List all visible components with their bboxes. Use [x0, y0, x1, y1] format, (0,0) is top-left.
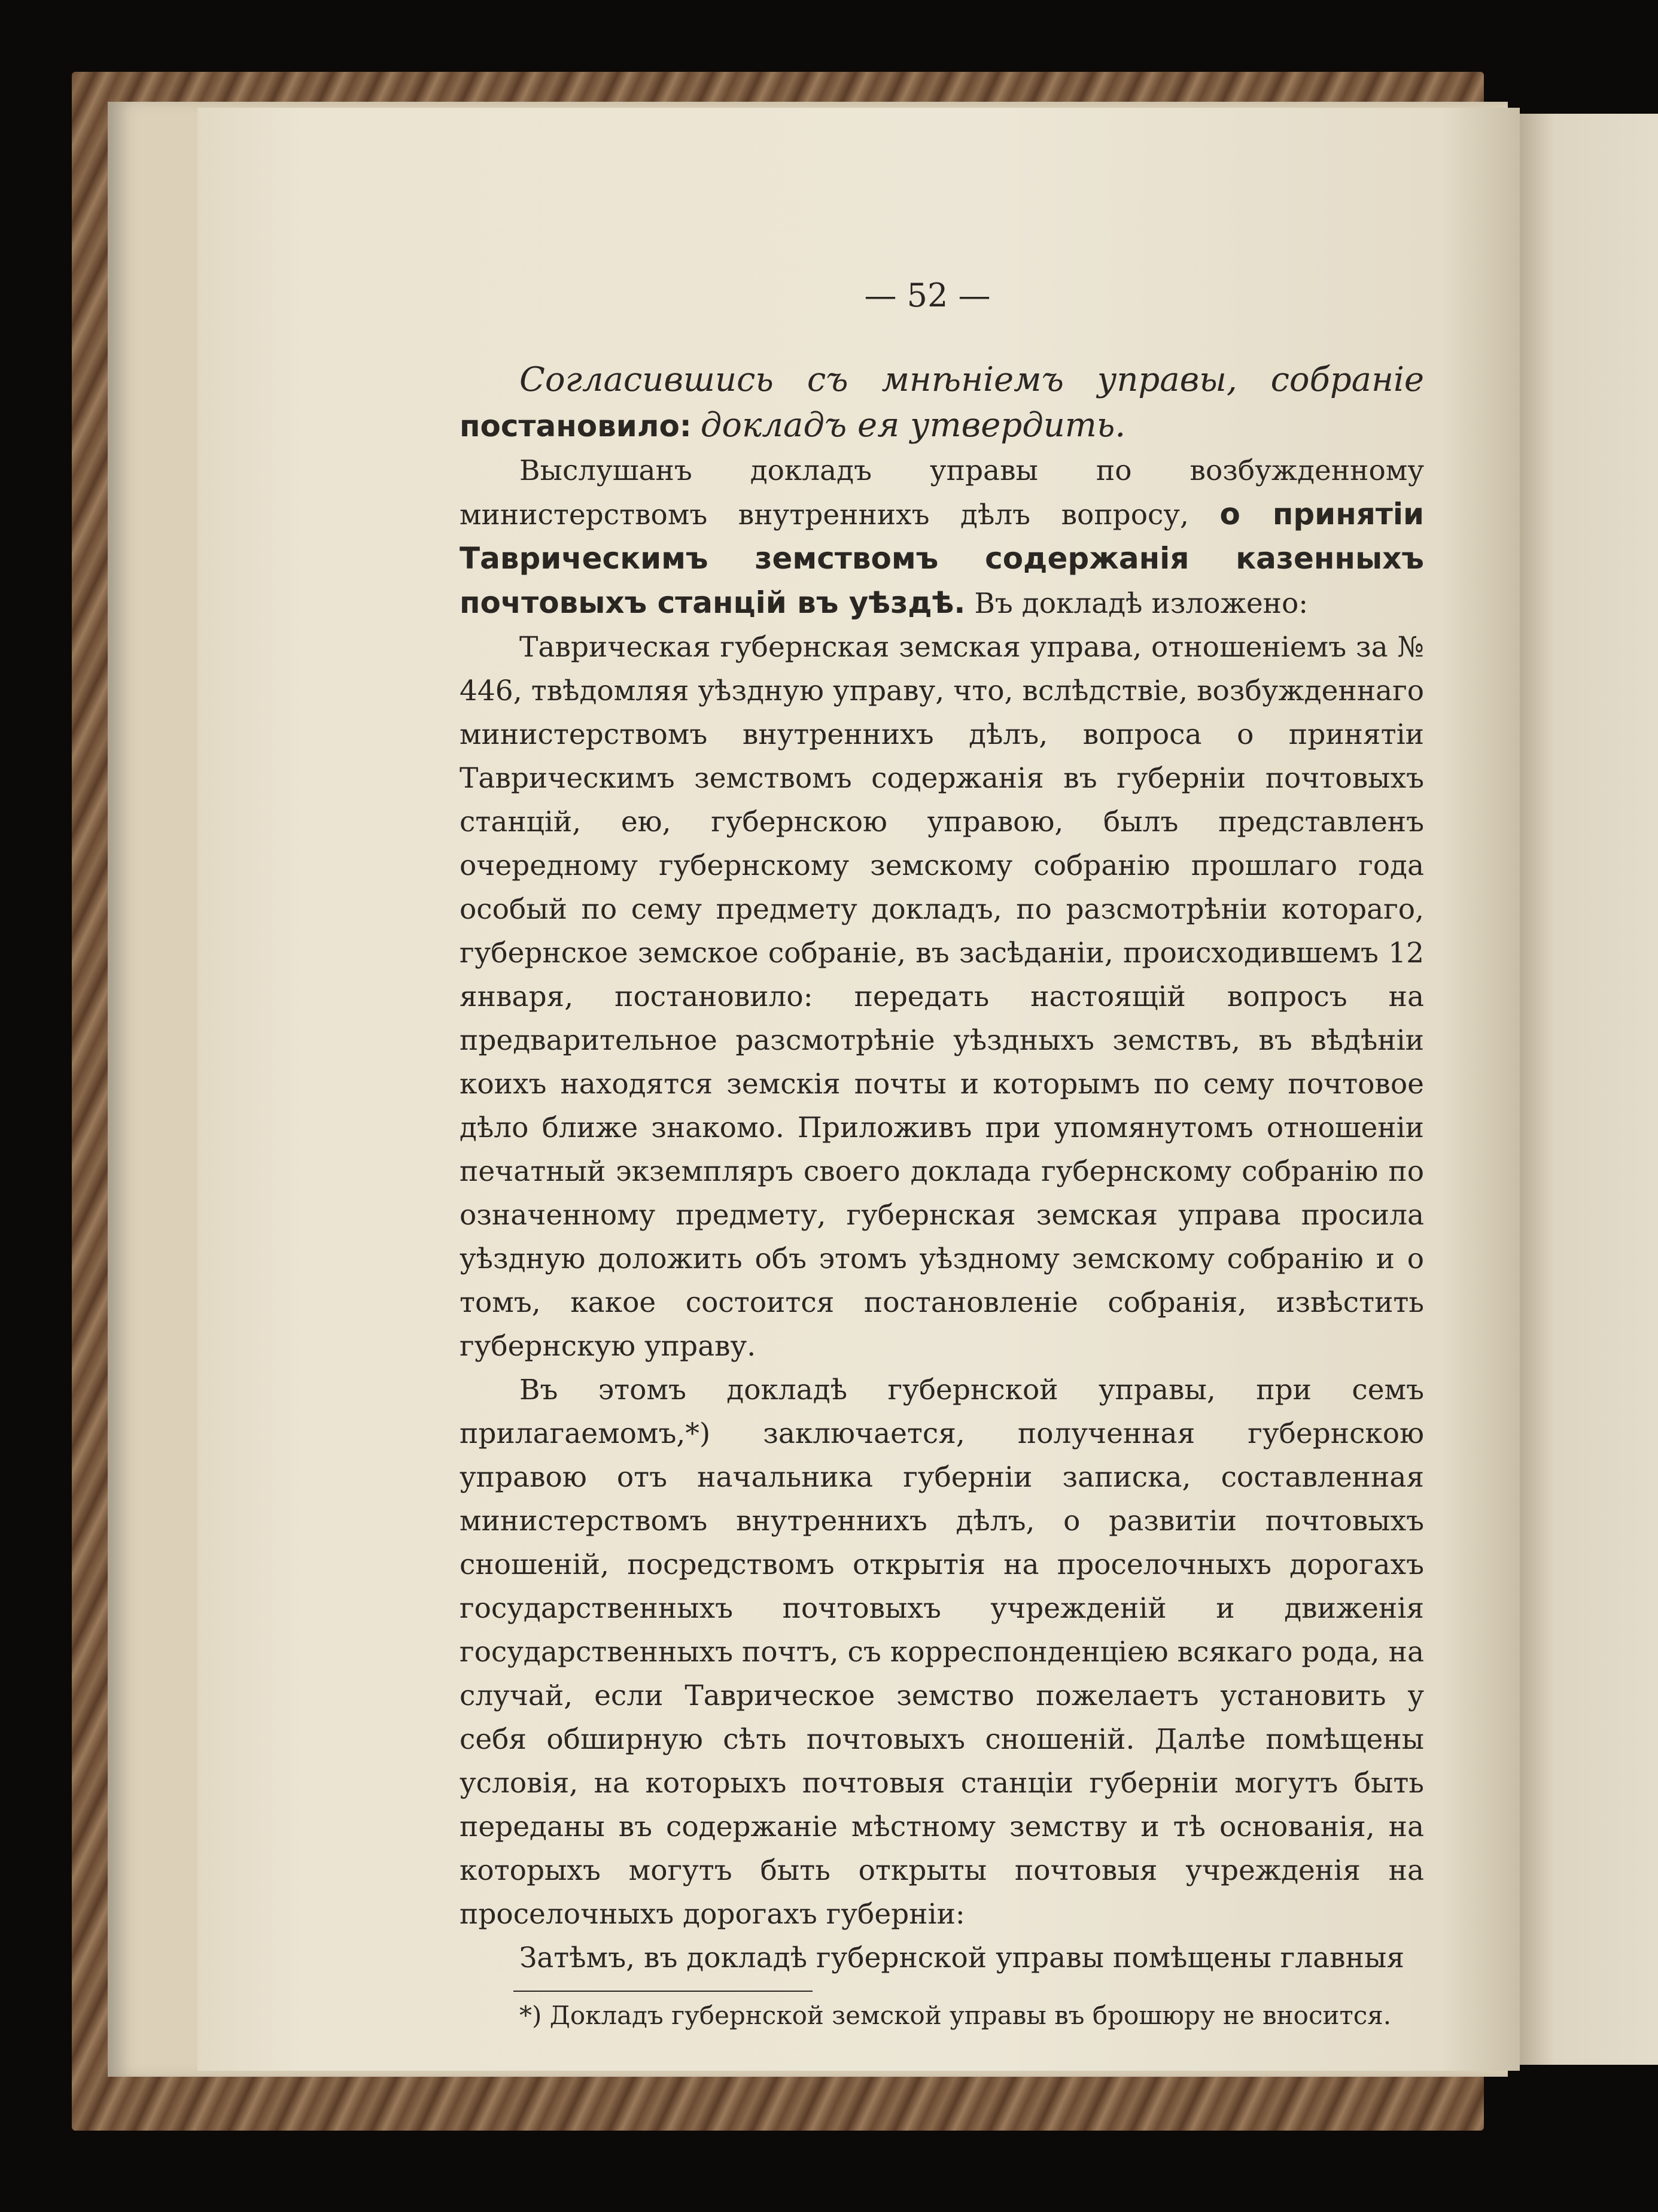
- footnote: *) Докладъ губернской земской управы въ брошюру не вносится.: [519, 2001, 1392, 2030]
- paragraph-text: Выслушанъ докладъ управы по возбужденному министерствомъ внутреннихъ дѣлъ вопросу,: [460, 454, 1424, 531]
- bold-phrase: постановило:: [460, 409, 692, 443]
- italic-phrase: докладъ ея утвердить.: [700, 406, 1126, 445]
- bold-heading: о принятіи Таврическимъ земствомъ содержанія казенныхъ почтовыхъ станцій въ уѣздѣ.: [460, 497, 1424, 620]
- paragraph-resolution: [460, 358, 1424, 449]
- paragraph-report-contents: Въ этомъ докладѣ губернской управы, при семъ прилагаемомъ,*) заключается, полученная губернскою управою отъ начальника губерніи записка, составленная министерствомъ внутреннихъ дѣлъ, о развитіи почтовыхъ сношеній, посредствомъ открытія на проселочныхъ дорогахъ государственныхъ почтовыхъ учрежденій и движенія государственныхъ почтъ, съ корреспонденціею всякаго рода, на случай, если Таврическое земство пожелаетъ установить у себя обширную сѣть почтовыхъ сношеній. Далѣе помѣщены условія, на которыхъ почтовыя станціи губерніи могутъ быть переданы въ содержаніе мѣстному земству и тѣ основанія, на которыхъ могутъ быть открыты почтовыя учрежденія на проселочныхъ дорогахъ губерніи:: [460, 1374, 1424, 1931]
- paragraph-provincial-board: Таврическая губернская земская управа, отношеніемъ за № 446, твѣдомляя уѣздную управу, что, вслѣдствіе, возбужденнаго министерствомъ внутреннихъ дѣлъ, вопроса о принятіи Таврическимъ земствомъ содержанія въ губерніи почтовыхъ станцій, ею, губернскою управою, былъ представленъ очередному губернскому земскому собранію прошлаго года особый по сему предмету докладъ, по разсмотрѣніи котораго, губернское земское собраніе, въ засѣданіи, происходившемъ 12 января, постановило: передать настоящій вопросъ на предварительное разсмотрѣніе уѣздныхъ земствъ, въ вѣдѣніи коихъ находятся земскія почты и которымъ по сему почтовое дѣло ближе знакомо. Приложивъ при упомянутомъ отношеніи печатный экземпляръ своего доклада губернскому собранію по означенному предмету, губернская земская управа просила уѣздную доложить объ этомъ уѣздному земскому собранію и о томъ, какое состоится постановленіе собранія, извѣстить губернскую управу.: [460, 631, 1424, 1363]
- paragraph-heard-report: [460, 449, 1424, 625]
- page-text: [460, 272, 1424, 2034]
- adjacent-page: [1520, 114, 1658, 2065]
- footnote-rule: [513, 1991, 813, 1992]
- paragraph-text: Въ докладѣ изложено:: [974, 587, 1309, 620]
- italic-phrase: Согласившись съ мнѣніемъ управы, собраніе: [519, 360, 1424, 399]
- paragraph-continuation: Затѣмъ, въ докладѣ губернской управы помѣщены главныя: [519, 1941, 1405, 1974]
- page-number: — 52 —: [864, 276, 991, 314]
